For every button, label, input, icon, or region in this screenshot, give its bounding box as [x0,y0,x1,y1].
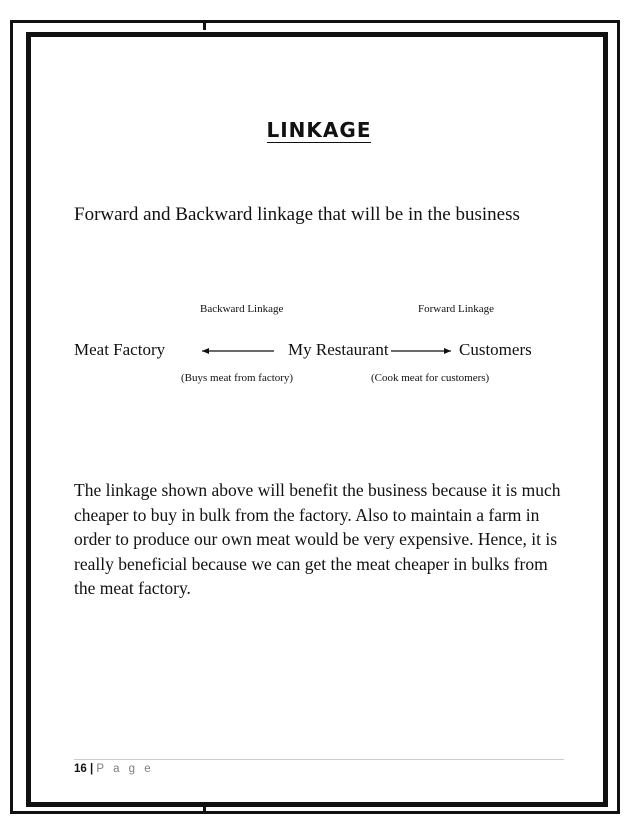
footer-divider [74,759,564,760]
meat-factory-node: Meat Factory [74,340,166,359]
page-title: LINKAGE [266,118,372,142]
my-restaurant-node: My Restaurant [288,340,389,359]
backward-linkage-label: Backward Linkage [200,303,284,315]
left-note: (Buys meat from factory) [181,372,294,384]
intro-paragraph: Forward and Backward linkage that will be in the business [74,204,520,225]
page-footer [74,763,154,775]
right-note: (Cook meat for customers) [371,372,490,384]
page-label: P a g e [96,763,154,775]
customers-node: Customers [459,340,532,359]
body-paragraph: The linkage shown above will benefit the business because it is much cheaper to buy in bulk from the factory. Also to maintain a farm in order to produce our own meat would be very expensive. Hence, it is really beneficial because we can get the meat cheaper in bulks from the meat factory. [74,480,561,598]
footer-separator: | [90,763,94,775]
forward-linkage-label: Forward Linkage [418,303,495,315]
page-number: 16 [74,763,87,775]
